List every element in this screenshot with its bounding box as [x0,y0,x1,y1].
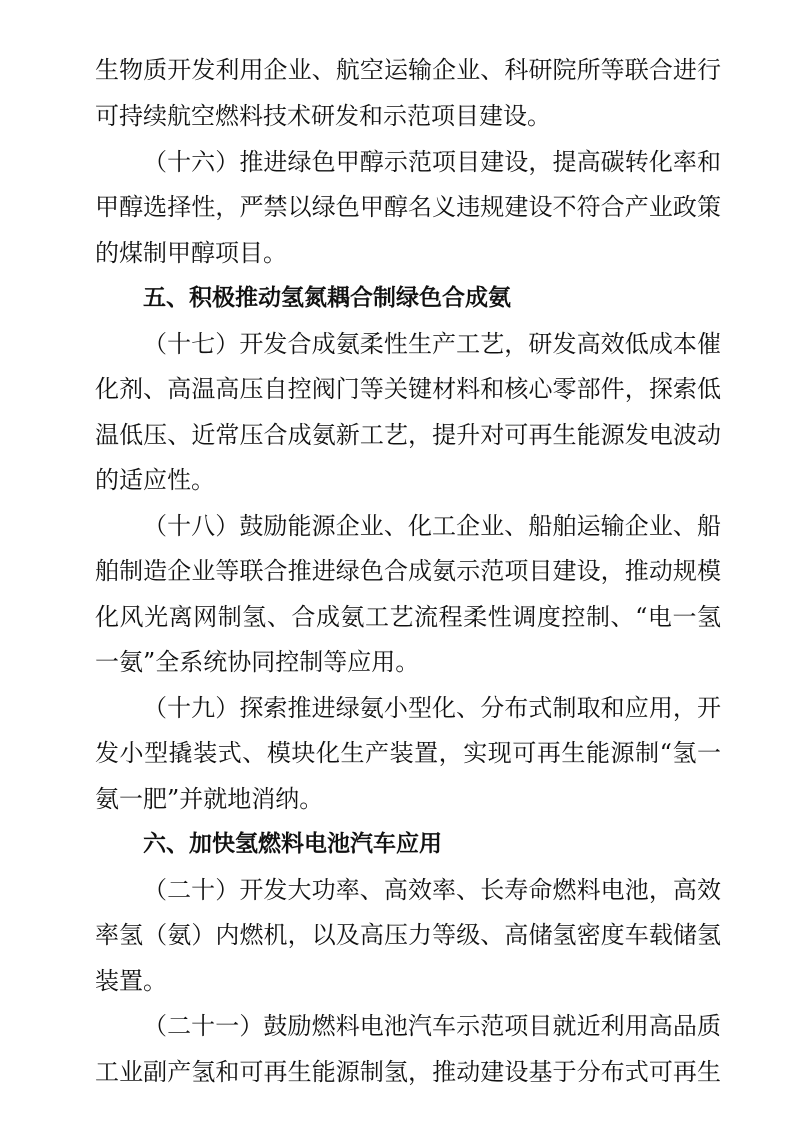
text-line: 可持续航空燃料技术研发和示范项目建设。 [95,102,551,130]
text-line: 甲醇选择性，严禁以绿色甲醇名义违规建设不符合产业政策 [95,193,721,221]
text-line: 装置。 [95,967,167,995]
paragraph-21-start: （二十一）鼓励燃料电池汽车示范项目就近利用高品质 [143,1012,721,1040]
text-line: 舶制造企业等联合推进绿色合成氨示范项目建设，推动规模 [95,557,721,585]
paragraph-18-start: （十八）鼓励能源企业、化工企业、船舶运输企业、船 [143,512,721,540]
text-line: 的适应性。 [95,466,215,494]
text-line: 率氢（氨）内燃机，以及高压力等级、高储氢密度车载储氢 [95,921,721,949]
text-line: 氨一肥”并就地消纳。 [95,785,324,813]
text-line: 工业副产氢和可再生能源制氢，推动建设基于分布式可再生 [95,1058,721,1086]
paragraph-16-start: （十六）推进绿色甲醇示范项目建设，提高碳转化率和 [143,148,721,176]
paragraph-17-start: （十七）开发合成氨柔性生产工艺，研发高效低成本催 [143,330,721,358]
section-heading-6: 六、加快氢燃料电池汽车应用 [143,831,442,857]
text-line: 发小型撬装式、模块化生产装置，实现可再生能源制“氢一 [95,739,721,767]
text-line: 温低压、近常压合成氨新工艺，提升对可再生能源发电波动 [95,421,721,449]
section-heading-5: 五、积极推动氢氮耦合制绿色合成氨 [143,285,511,311]
text-line: 化剂、高温高压自控阀门等关键材料和核心零部件，探索低 [95,375,721,403]
paragraph-19-start: （十九）探索推进绿氨小型化、分布式制取和应用，开 [143,694,721,722]
paragraph-20-start: （二十）开发大功率、高效率、长寿命燃料电池，高效 [143,876,721,904]
text-line: 的煤制甲醇项目。 [95,239,287,267]
text-line: 生物质开发利用企业、航空运输企业、科研院所等联合进行 [95,56,721,84]
text-line: 化风光离网制氢、合成氨工艺流程柔性调度控制、“电一氢 [95,603,721,631]
text-line: 一氨”全系统协同控制等应用。 [95,648,420,676]
